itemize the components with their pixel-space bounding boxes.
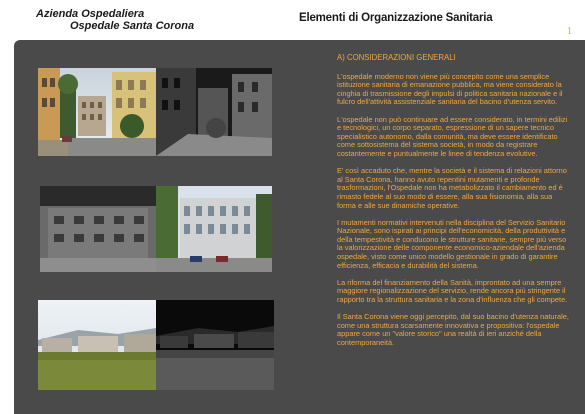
text-column [337, 54, 573, 356]
paragraph: L'ospedale non può continuare ad essere considerato, in termini edilizi e tecnologici, un corpo separato, espressione di un sapere tecnico specialistico autonomo, dalla comunità, ma deve essere identificato come sottosistema del sistema società, in modo da registrare costantemente e puntualmente le linee di tendenza evolutive. [337, 114, 568, 158]
paragraph: La riforma del finanziamento della Sanità, improntato ad una sempre maggiore regionalizzazione del servizio, rende ancora più stringente il rapporto tra la struttura sanitaria e la zona d'influenza che gli compete. [337, 277, 568, 305]
photo-city-panorama-image [38, 300, 274, 390]
paragraph: I mutamenti normativi intervenuti nella disciplina del Servizio Sanitario Nazionale, sono ispirati ai principi dell'economicità, della produttività e della tempestività e conducono le strutture sanitarie, sempre più verso la valorizzazione delle componente economico-aziendale dell'azienda ospedale, visto come unico modello gestionale in grado di garantire efficienza, efficacia e durabilità del sistema. [337, 217, 567, 270]
paragraph: Il Santa Corona viene oggi percepito, dal suo bacino d'utenza naturale, come una struttura scarsamente innovativa e propositiva: l'ospedale appare come un "valore storico" una realtà di ieri anziché della contemporaneità. [337, 312, 569, 347]
hospital-name: Ospedale Santa Corona [70, 20, 195, 32]
organization-name: Azienda Ospedaliera [36, 8, 145, 20]
slide-title: Elementi di Organizzazione Sanitaria [299, 12, 493, 24]
photo-street-buildings [38, 68, 272, 156]
photo-hospital-facade-image [40, 186, 272, 272]
page-number: 1 [567, 26, 572, 37]
paragraph: E' così accaduto che, mentre la società e il sistema di relazioni attorno al Santa Corona, hanno avuto repentini mutamenti e profonde trasformazioni, l'Ospedale non ha metabolizzato il cambiamento ed è rimasto fedele al suo modo di essere, alla sua fisionomia, alla sua forma e alle sue dinamiche operative. [337, 166, 567, 210]
corner-fold [546, 0, 585, 40]
header [0, 0, 585, 40]
photo-city-panorama [38, 300, 274, 390]
paragraph: L'ospedale moderno non viene più concepito come una semplice istituzione sanitaria di emanazione pubblica, ma viene considerato la cinghia di trasmissione degli impulsi di politica sanitaria nazionale e il fulcro dell'attività assistenziale sanitaria del bacino d'utenza servito. [337, 71, 563, 107]
photo-street-buildings-image [38, 68, 272, 156]
photo-hospital-facade [40, 186, 272, 272]
section-heading: A) CONSIDERAZIONI GENERALI [337, 53, 456, 62]
